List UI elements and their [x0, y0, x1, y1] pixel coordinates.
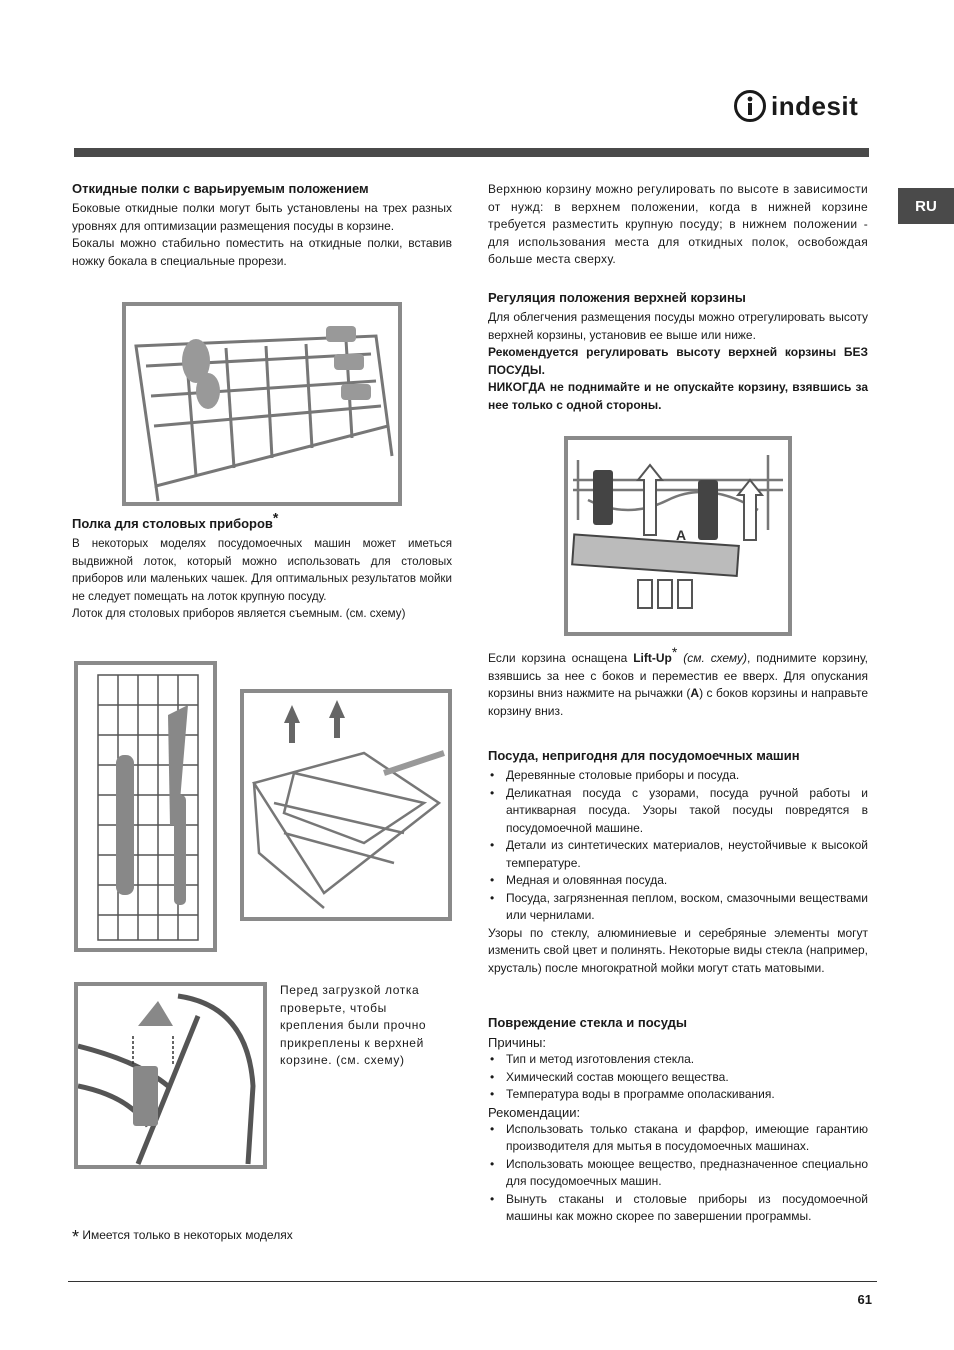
lift-up-illustration [568, 440, 788, 632]
list-item: • Вынуть стаканы и столовые приборы из посудомоечной машины как можно скорее по завершении программы. [488, 1191, 868, 1226]
warning-text: Рекомендуется регулировать высоту верхней корзины БЕЗ ПОСУДЫ. [488, 345, 868, 377]
paragraph: В некоторых моделях посудомоечных машин может иметься выдвижной лоток, который можно использовать для столовых приборов или маленьких чашек. Для оптимальных результатов мойки не следует помещать на лоток крупную посуду. [72, 537, 452, 603]
list-item: • Использовать только стакана и фарфор, имеющие гарантию производителя для мытья в посудомоечных машинах. [488, 1121, 868, 1156]
list-item: • Тип и метод изготовления стекла. [488, 1051, 868, 1069]
text: , поднимите корзину, взявшись за нее с боков и переместив ее вверх. Для опускания корзины вниз нажмите на рычажки ( [488, 651, 868, 700]
footnote-text: Имеется только в некоторых моделях [82, 1228, 293, 1242]
paragraph: Узоры по стеклу, алюминиевые и серебряные элементы могут изменить свой цвет и полинять. Некоторые виды стекла (например, хрусталь) после многократной мойки могут стать матовыми. [488, 925, 868, 975]
section-glass-damage [488, 1015, 868, 1226]
recommendations-list [488, 1121, 868, 1226]
figure-label-a: A [676, 527, 687, 543]
paragraph: Боковые откидные полки могут быть установлены на трех разных уровнях для оптимизации размещения посуды в корзине. [72, 201, 452, 233]
section-title-text: Полка для столовых приборов [72, 516, 273, 531]
figure-tray-fastening [74, 982, 267, 1169]
basket-illustration [126, 306, 398, 502]
list-item: • Химический состав моющего вещества. [488, 1069, 868, 1087]
lift-up-name: Lift-Up [633, 651, 672, 665]
section-title: Откидные полки с варьируемым положением [72, 181, 369, 196]
page-number: 61 [857, 1292, 872, 1307]
list-item: • Температура воды в программе ополаскивания. [488, 1086, 868, 1104]
text: ) с боков корзины и направьте корзину вниз. [488, 686, 869, 718]
causes-heading: Причины: [488, 1035, 547, 1050]
section-foldable-shelves [72, 181, 452, 270]
list-item: • Деревянные столовые приборы и посуда. [488, 767, 868, 785]
section-lift-up [488, 644, 869, 720]
tray-removal-illustration [244, 693, 448, 917]
list-item: • Использовать моющее вещество, предназначенное специально для посудомоечных машин. [488, 1156, 868, 1191]
section-tray-check [280, 982, 452, 1070]
list-item: • Детали из синтетических материалов, неустойчивые к высокой температуре. [488, 837, 868, 872]
section-title: Посуда, непригодня для посудомоечных машин [488, 748, 800, 763]
brand-logo [733, 88, 873, 124]
figure-upper-basket-shelves [122, 302, 402, 506]
indesit-logo-icon [733, 89, 767, 123]
text: Если корзина оснащена [488, 651, 634, 665]
section-upper-basket-intro [488, 181, 868, 269]
section-title: Регуляция положения верхней корзины [488, 290, 746, 305]
causes-list [488, 1051, 868, 1104]
footnote-asterisk: * [72, 1227, 80, 1247]
brand-name: indesit [771, 90, 859, 121]
paragraph: Верхнюю корзину можно регулировать по высоте в зависимости от нужд: в верхнем положении, когда в нижней корзине требуется разместить крупную посуду; в нижнем положении - для использования места для откидных полок, освобождая больше места сверху. [488, 182, 868, 266]
figure-reference: (см. схему) [677, 651, 747, 665]
list-item: • Посуда, загрязненная пеплом, воском, смазочными веществами или чернилами. [488, 890, 868, 925]
section-cutlery-tray [72, 509, 452, 623]
header-divider [74, 148, 869, 157]
recommendations-heading: Рекомендации: [488, 1104, 581, 1120]
tray-fastening-illustration [78, 986, 263, 1165]
footnote [72, 1227, 293, 1248]
paragraph: Перед загрузкой лотка проверьте, чтобы крепления были прочно прикреплены к верхней корзине. (см. схему) [280, 983, 427, 1067]
paragraph: Для облегчения размещения посуды можно отрегулировать высоту верхней корзины, установив ее выше или ниже. [488, 310, 868, 342]
unsuitable-list [488, 767, 868, 925]
paragraph: Бокалы можно стабильно поместить на откидные полки, вставив ножку бокала в специальные прорези. [72, 236, 452, 268]
figure-lift-up [564, 436, 792, 636]
lever-label: А [690, 686, 700, 700]
section-basket-adjustment [488, 290, 868, 414]
section-title: Повреждение стекла и посуды [488, 1015, 687, 1030]
list-item: • Медная и оловянная посуда. [488, 872, 868, 890]
asterisk: * [671, 644, 678, 660]
footer-divider [68, 1281, 877, 1282]
section-title [72, 509, 452, 532]
paragraph [488, 644, 869, 720]
language-badge: RU [898, 188, 954, 224]
section-unsuitable-dishes [488, 748, 868, 977]
figure-cutlery-tray-removal [240, 689, 452, 921]
paragraph: Лоток для столовых приборов является съемным. (см. схему) [72, 607, 406, 620]
list-item: • Деликатная посуда с узорами, посуда ручной работы и антикварная посуда. Узоры такой посуды повредятся в посудомоечной машине. [488, 785, 868, 838]
figure-cutlery-tray-top [74, 661, 217, 952]
asterisk: * [272, 509, 279, 526]
warning-text: НИКОГДА не поднимайте и не опускайте корзину, взявшись за нее только с одной стороны. [488, 380, 868, 412]
cutlery-tray-illustration [78, 665, 213, 948]
